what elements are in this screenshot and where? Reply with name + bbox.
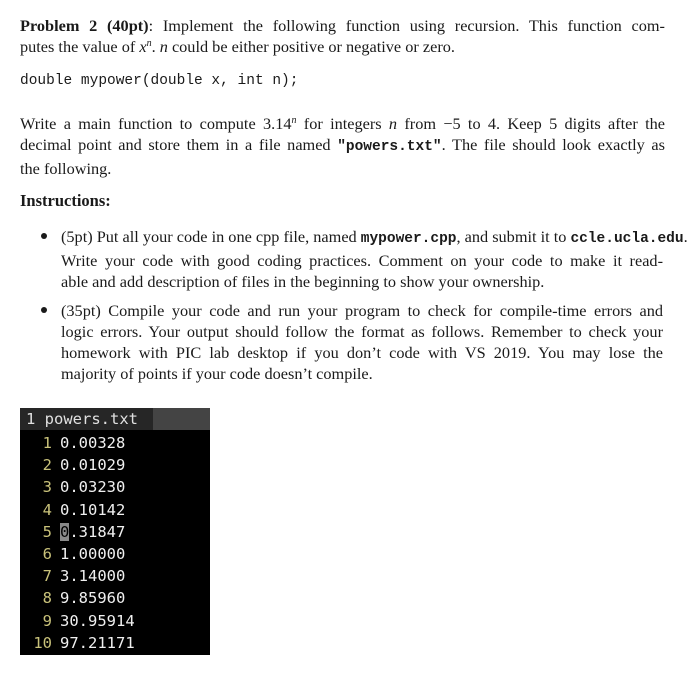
- line-value: 0.03230: [60, 478, 126, 497]
- line-value: 30.95914: [60, 611, 135, 630]
- line-value: 0.10142: [60, 500, 126, 519]
- line-value: 3.14000: [60, 567, 126, 586]
- instruction-text: , and submit it to: [456, 227, 571, 246]
- file-line: [20, 632, 210, 654]
- file-line: [20, 543, 210, 565]
- instruction-text: logic errors. Your output should follow the format as follows. Remember to check your: [61, 322, 663, 341]
- line-value: 0.00328: [60, 434, 126, 452]
- instruction-text: majority of points if your code doesn’t compile.: [61, 364, 373, 383]
- instruction-text: Write your code with good coding practices. Comment on your code to make it read-: [61, 251, 663, 270]
- task-text: the following.: [20, 159, 112, 178]
- editor-tab-powers-txt[interactable]: 1 powers.txt: [20, 408, 153, 430]
- cpp-filename: mypower.cpp: [360, 231, 457, 247]
- task-text: decimal point and store them in a file named: [20, 135, 338, 154]
- math-var-n: n: [159, 37, 168, 56]
- task-text: from −5 to 4. Keep 5 digits after the: [397, 114, 666, 133]
- instruction-item-2: [61, 300, 663, 384]
- line-number: 2: [42, 456, 52, 475]
- math-exponent-n: n: [146, 38, 152, 49]
- problem-intro-line1: : Implement the following function using recursion. This function com-: [148, 16, 665, 35]
- line-number: 3: [42, 478, 52, 497]
- line-number: 1: [42, 434, 52, 452]
- line-value: 9.85960: [60, 589, 126, 608]
- instruction-text: .: [683, 227, 688, 246]
- file-line: [20, 476, 210, 498]
- math-var-n: n: [388, 114, 398, 133]
- bullet-icon: [41, 307, 47, 313]
- file-line: [20, 432, 210, 454]
- task-text: for integers: [296, 114, 389, 133]
- line-value: 97.21171: [60, 633, 135, 652]
- function-signature: double mypower(double x, int n);: [20, 73, 299, 89]
- instruction-text: (35pt) Compile your code and run your program to check for compile-time errors and: [61, 301, 663, 320]
- line-number: 8: [42, 589, 52, 608]
- problem-intro-text: .: [151, 37, 160, 56]
- instruction-text: able and add description of files in the beginning to show your ownership.: [61, 272, 545, 291]
- line-number: 7: [42, 567, 52, 586]
- file-line: [20, 610, 210, 632]
- task-description: [20, 113, 665, 179]
- problem-intro-text: could be either positive or negative or zero.: [167, 37, 455, 56]
- instruction-text: (5pt) Put all your code in one cpp file, named: [61, 227, 361, 246]
- line-number: 10: [33, 633, 52, 652]
- file-line: [20, 499, 210, 521]
- bullet-icon: [41, 233, 47, 239]
- instructions-heading: Instructions:: [20, 191, 111, 210]
- line-value: 1.00000: [60, 544, 126, 563]
- line-number: 5: [42, 522, 52, 541]
- file-line: [20, 454, 210, 476]
- submission-site: ccle.ucla.edu: [570, 231, 684, 247]
- math-var-x: x: [139, 37, 147, 56]
- line-value: 0.01029: [60, 456, 126, 475]
- file-line: [20, 565, 210, 587]
- line-number: 4: [42, 500, 52, 519]
- file-contents: [20, 430, 210, 654]
- line-number: 9: [42, 611, 52, 630]
- line-number: 6: [42, 544, 52, 563]
- instruction-text: homework with PIC lab desktop if you don’t code with VS 2019. You may lose the: [61, 343, 663, 362]
- problem-title: Problem 2 (40pt): [20, 16, 149, 35]
- problem-intro-text: putes the value of: [20, 37, 140, 56]
- line-value: 0.31847: [60, 522, 126, 541]
- file-preview-editor: [20, 408, 210, 655]
- output-filename: "powers.txt": [337, 139, 442, 155]
- task-text: Write a main function to compute 3.14: [20, 114, 292, 133]
- file-line: [20, 521, 210, 543]
- file-line: [20, 587, 210, 609]
- instruction-item-1: [61, 226, 688, 292]
- task-text: . The file should look exactly as: [441, 135, 665, 154]
- problem-statement: [20, 15, 665, 57]
- editor-tab-bar: [20, 408, 210, 430]
- text-cursor: 0: [60, 522, 70, 541]
- math-exponent-n: n: [291, 115, 297, 126]
